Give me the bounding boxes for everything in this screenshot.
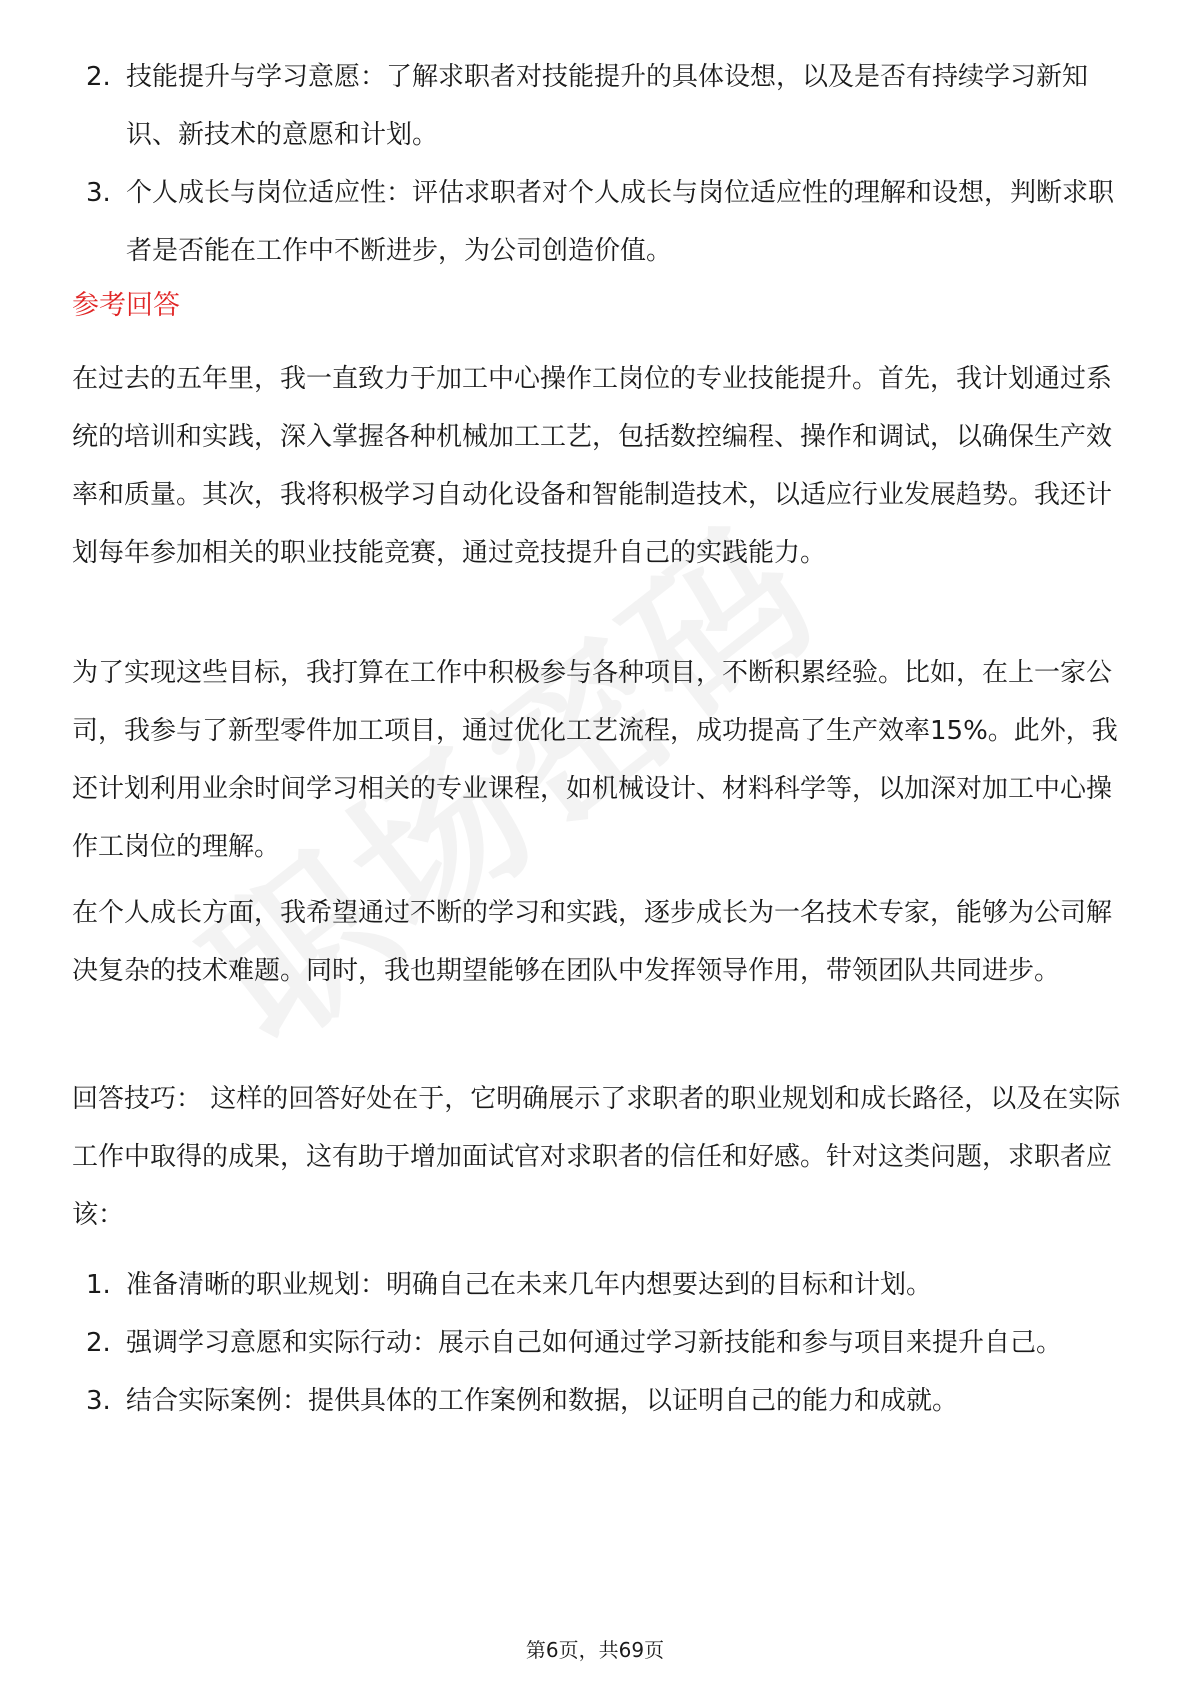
list-item-number: 3.: [86, 1386, 111, 1416]
list-item: [72, 164, 1132, 280]
list-item-text: 个人成长与岗位适应性：评估求职者对个人成长与岗位适应性的理解和设想，判断求职者是否能在工作中不断进步，为公司创造价值。: [126, 178, 1115, 266]
answer-paragraph: 在过去的五年里，我一直致力于加工中心操作工岗位的专业技能提升。首先，我计划通过系统的培训和实践，深入掌握各种机械加工工艺，包括数控编程、操作和调试，以确保生产效率和质量。其次，我将积极学习自动化设备和智能制造技术，以适应行业发展趋势。我还计划每年参加相关的职业技能竞赛，通过竞技提升自己的实践能力。: [72, 364, 1113, 568]
list-item-text: 准备清晰的职业规划：明确自己在未来几年内想要达到的目标和计划。: [126, 1270, 933, 1300]
list-item-text: 强调学习意愿和实际行动：展示自己如何通过学习新技能和参与项目来提升自己。: [126, 1328, 1063, 1358]
page-footer: 第6页，共69页: [525, 1638, 665, 1662]
list-item-number: 2.: [86, 1328, 111, 1358]
list-item-text: 结合实际案例：提供具体的工作案例和数据，以证明自己的能力和成就。: [126, 1386, 959, 1416]
tips-list: [72, 1256, 1132, 1430]
list-item: [72, 48, 1132, 164]
list-item-number: 2.: [86, 62, 111, 92]
answer-paragraph: 为了实现这些目标，我打算在工作中积极参与各种项目，不断积累经验。比如，在上一家公司，我参与了新型零件加工项目，通过优化工艺流程，成功提高了生产效率15%。此外，我还计划利用业余时间学习相关的专业课程，如机械设计、材料科学等，以加深对加工中心操作工岗位的理解。: [72, 658, 1118, 862]
list-item-number: 1.: [86, 1270, 111, 1300]
tips-paragraph: 回答技巧： 这样的回答好处在于，它明确展示了求职者的职业规划和成长路径，以及在实际工作中取得的成果，这有助于增加面试官对求职者的信任和好感。针对这类问题，求职者应该：: [72, 1084, 1121, 1230]
list-item-text: 技能提升与学习意愿：了解求职者对技能提升的具体设想，以及是否有持续学习新知识、新技术的意愿和计划。: [126, 62, 1089, 150]
list-item-number: 3.: [86, 178, 111, 208]
evaluation-points-list: [72, 48, 1132, 280]
list-item: [72, 1256, 1132, 1314]
section-heading: 参考回答: [72, 290, 180, 321]
list-item: [72, 1314, 1132, 1372]
list-item: [72, 1372, 1132, 1430]
answer-paragraph: 在个人成长方面，我希望通过不断的学习和实践，逐步成长为一名技术专家，能够为公司解决复杂的技术难题。同时，我也期望能够在团队中发挥领导作用，带领团队共同进步。: [72, 898, 1113, 986]
